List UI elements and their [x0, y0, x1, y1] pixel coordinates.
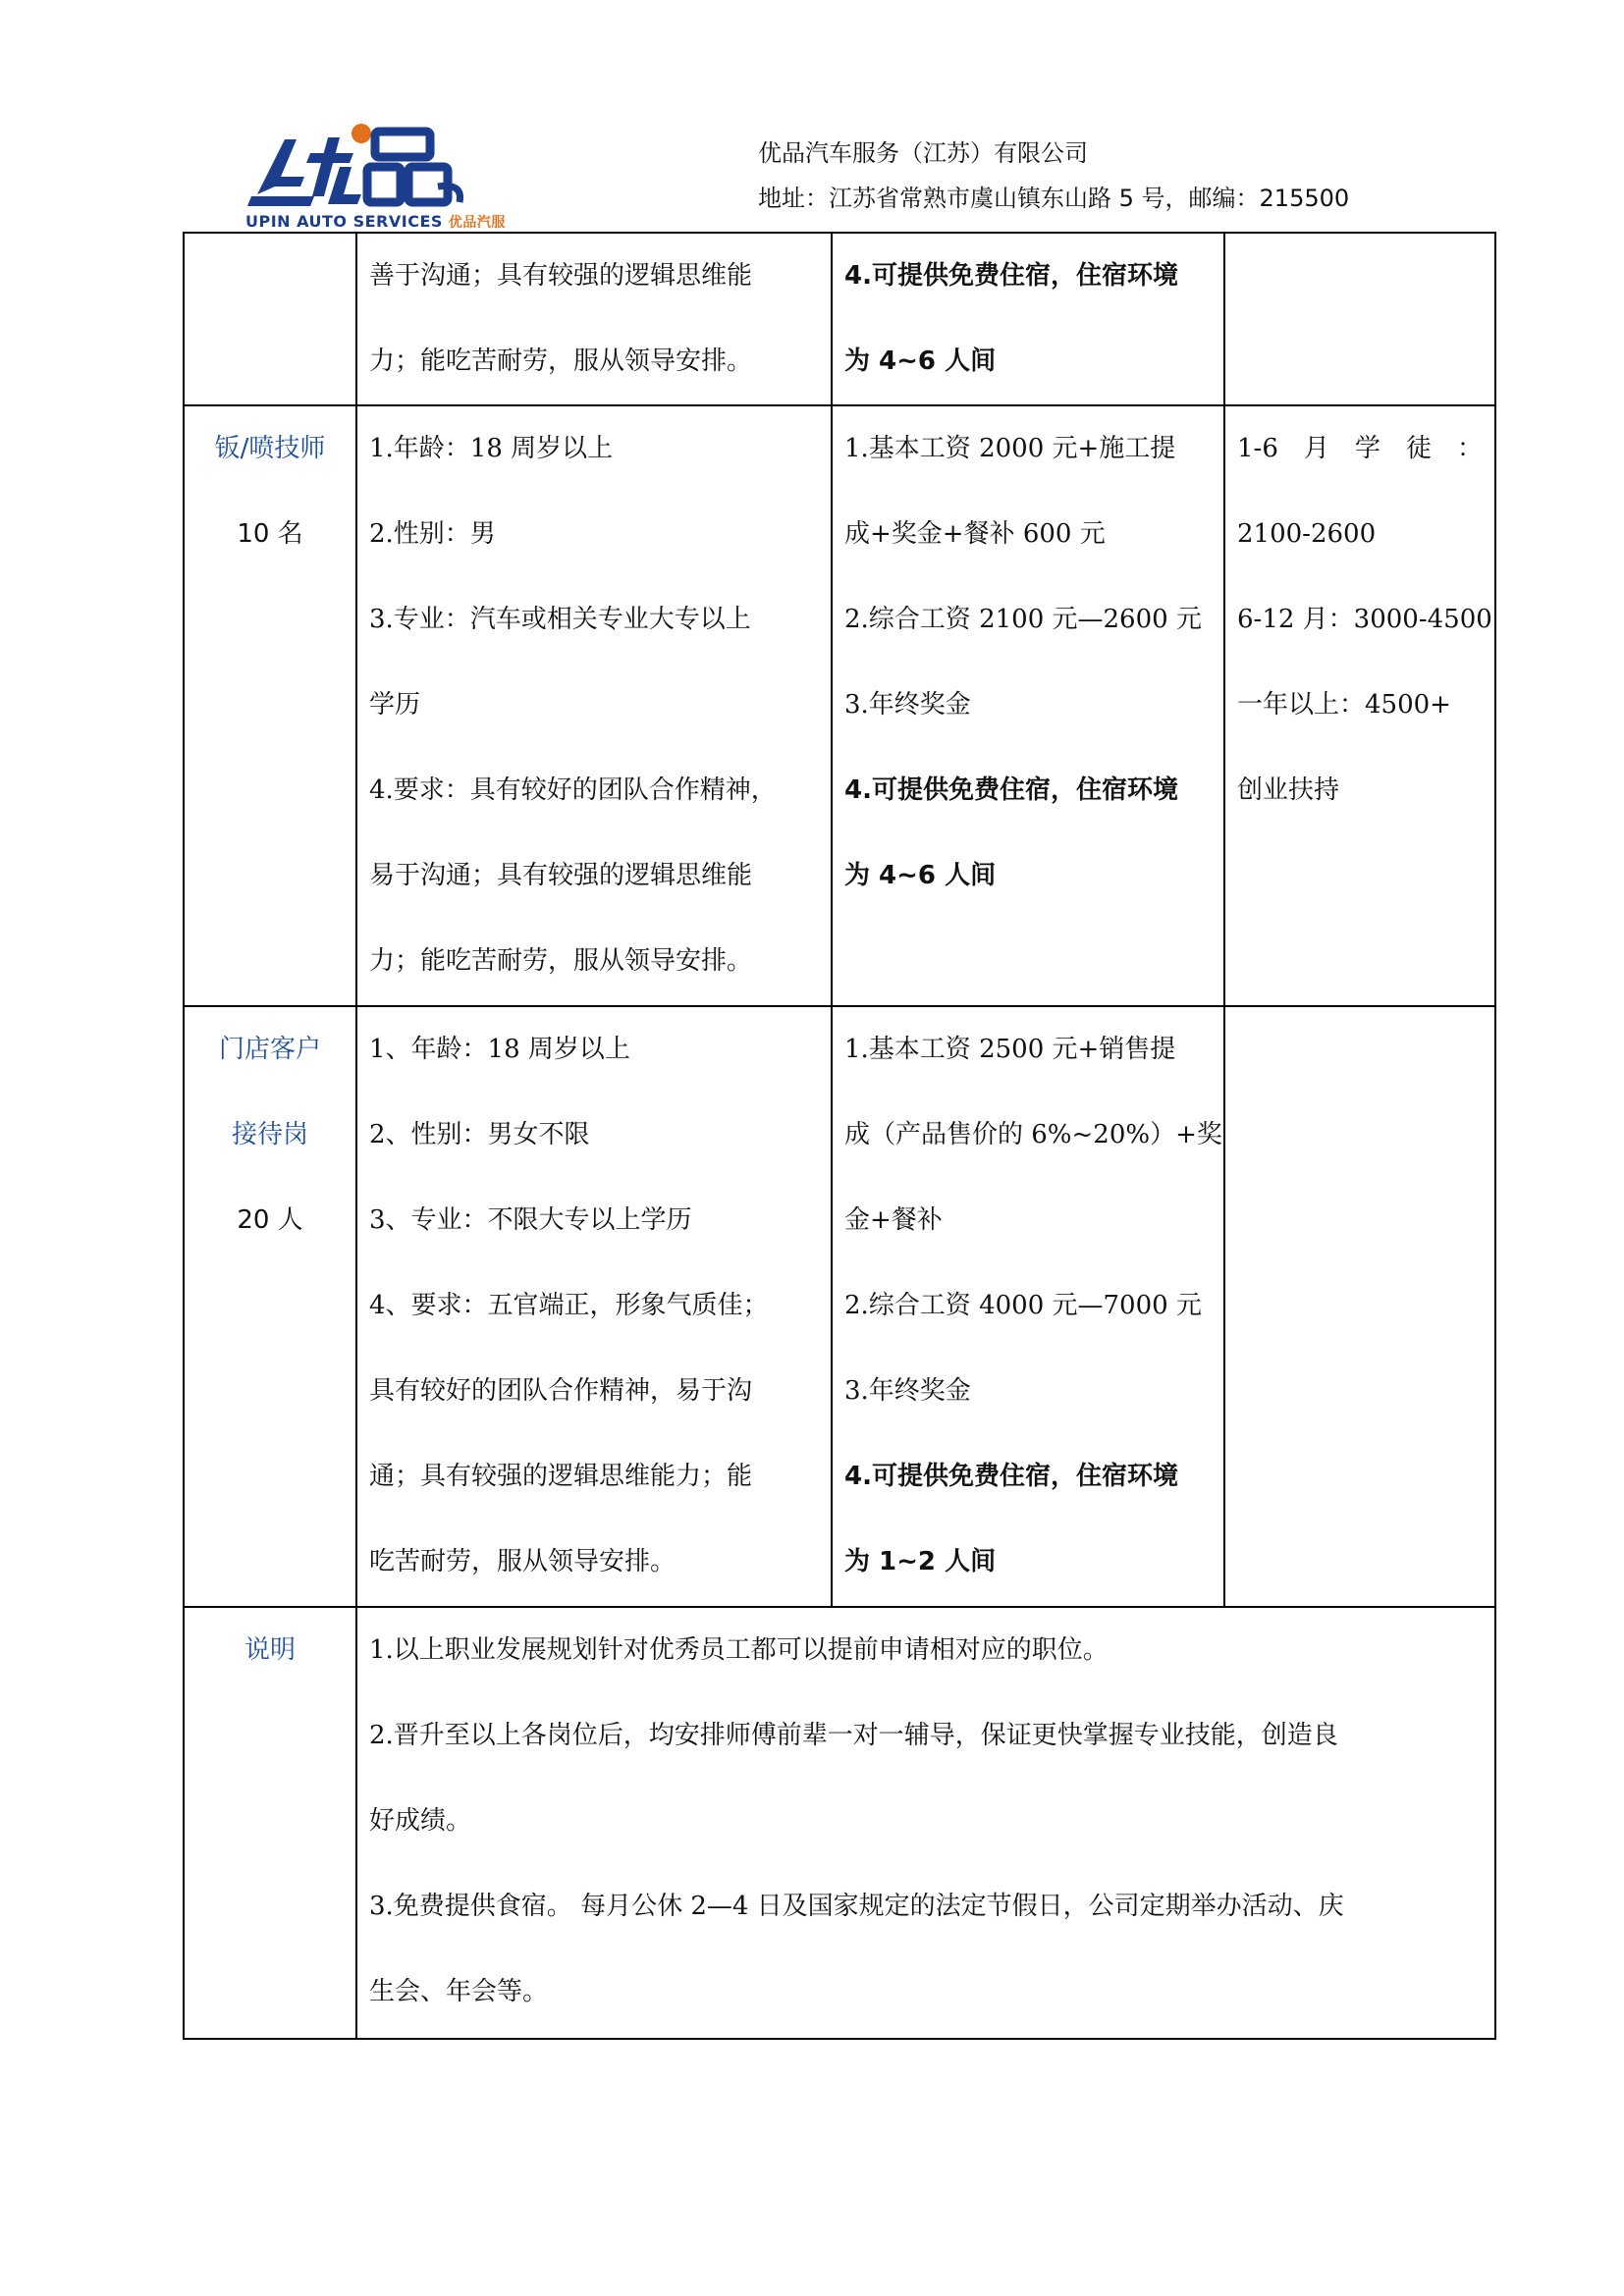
salary-line: 成（产品售价的 6%~20%）+奖 [844, 1120, 1222, 1149]
table-row-notes [184, 1607, 1495, 2039]
notes-content-cell [356, 1607, 1495, 2039]
salary-line: 3.年终奖金 [844, 1376, 971, 1406]
requirement-line: 具有较好的团队合作精神，易于沟 [369, 1376, 753, 1406]
company-logo [245, 118, 506, 234]
company-address: 地址：江苏省常熟市虞山镇东山路 5 号，邮编：215500 [758, 185, 1350, 212]
growth-line: 一年以上：4500+ [1237, 690, 1451, 720]
position-cell [184, 1006, 356, 1607]
requirements-cell [356, 1006, 832, 1607]
note-line: 2.晋升至以上各岗位后，均安排师傅前辈一对一辅导，保证更快掌握专业技能，创造良 [369, 1721, 1338, 1750]
salary-line-bold: 4.可提供免费住宿，住宿环境 [844, 261, 1178, 291]
logo-subtitle-en: UPIN AUTO SERVICES [245, 212, 443, 231]
salary-line: 2.综合工资 2100 元—2600 元 [844, 605, 1202, 634]
salary-cell [832, 405, 1224, 1006]
salary-cell [832, 1006, 1224, 1607]
position-title: 门店客户 [218, 1035, 321, 1064]
note-line: 生会、年会等。 [369, 1977, 549, 2006]
company-name: 优品汽车服务（江苏）有限公司 [758, 139, 1088, 167]
position-cell [184, 405, 356, 1006]
requirement-line: 通；具有较强的逻辑思维能力；能 [369, 1462, 753, 1491]
position-count: 10 名 [237, 519, 303, 549]
growth-cell [1224, 405, 1495, 1006]
salary-line: 2.综合工资 4000 元—7000 元 [844, 1291, 1202, 1320]
note-line: 1.以上职业发展规划针对优秀员工都可以提前申请相对应的职位。 [369, 1635, 1109, 1665]
requirement-line: 学历 [369, 690, 421, 720]
salary-line-bold: 为 4~6 人间 [844, 861, 997, 890]
position-cell [184, 233, 356, 405]
logo-subtitle-cn: 优品汽服 [448, 215, 506, 231]
salary-line: 金+餐补 [844, 1205, 943, 1235]
salary-line: 成+奖金+餐补 600 元 [844, 519, 1106, 549]
growth-line: 6-12 月：3000-4500 [1237, 605, 1492, 634]
position-title: 钣/喷技师 [214, 434, 326, 463]
growth-cell [1224, 233, 1495, 405]
salary-line-bold: 为 1~2 人间 [844, 1547, 997, 1576]
position-count: 20 人 [237, 1205, 303, 1235]
table-row-continued [184, 233, 1495, 405]
growth-text: 1-6 [1237, 434, 1278, 463]
salary-line: 1.基本工资 2500 元+销售提 [844, 1035, 1176, 1064]
requirement-line: 4、要求：五官端正，形象气质佳； [369, 1291, 769, 1320]
growth-text: 月 [1303, 434, 1329, 463]
requirement-line: 3.专业：汽车或相关专业大专以上 [369, 605, 751, 634]
salary-cell [832, 233, 1224, 405]
requirement-line: 力；能吃苦耐劳，服从领导安排。 [369, 347, 753, 376]
growth-line: 2100-2600 [1237, 519, 1377, 549]
growth-text: 徒 [1405, 434, 1432, 463]
requirement-line: 力；能吃苦耐劳，服从领导安排。 [369, 946, 753, 976]
salary-line: 1.基本工资 2000 元+施工提 [844, 434, 1176, 463]
notes-label-cell [184, 1607, 356, 2039]
position-title: 接待岗 [231, 1120, 308, 1149]
table-row-paint-technician [184, 405, 1495, 1006]
requirement-line: 4.要求：具有较好的团队合作精神， [369, 775, 777, 805]
growth-cell [1224, 1006, 1495, 1607]
requirement-line: 3、专业：不限大专以上学历 [369, 1205, 692, 1235]
requirement-line: 2.性别：男 [369, 519, 496, 549]
requirement-line: 吃苦耐劳，服从领导安排。 [369, 1547, 677, 1576]
job-table [183, 232, 1496, 2040]
growth-line [1237, 406, 1483, 492]
requirement-line: 2、性别：男女不限 [369, 1120, 590, 1149]
notes-label: 说明 [244, 1635, 296, 1665]
growth-line: 创业扶持 [1237, 775, 1340, 805]
salary-line-bold: 4.可提供免费住宿，住宿环境 [844, 1462, 1178, 1491]
growth-text: 学 [1354, 434, 1380, 463]
note-line: 好成绩。 [369, 1806, 472, 1836]
salary-line: 3.年终奖金 [844, 690, 971, 720]
requirement-line: 1、年龄：18 周岁以上 [369, 1035, 630, 1064]
salary-line-bold: 为 4~6 人间 [844, 347, 997, 376]
page-header [0, 0, 1624, 231]
upin-logo-icon [245, 118, 471, 216]
requirements-cell [356, 233, 832, 405]
requirement-line: 善于沟通；具有较强的逻辑思维能 [369, 261, 753, 291]
salary-line-bold: 4.可提供免费住宿，住宿环境 [844, 775, 1178, 805]
requirements-cell [356, 405, 832, 1006]
requirement-line: 1.年龄：18 周岁以上 [369, 434, 614, 463]
note-line: 3.免费提供食宿。 每月公休 2—4 日及国家规定的法定节假日，公司定期举办活动、庆 [369, 1892, 1344, 1921]
table-row-reception [184, 1006, 1495, 1607]
requirement-line: 易于沟通；具有较强的逻辑思维能 [369, 861, 753, 890]
growth-text: ： [1456, 434, 1483, 463]
